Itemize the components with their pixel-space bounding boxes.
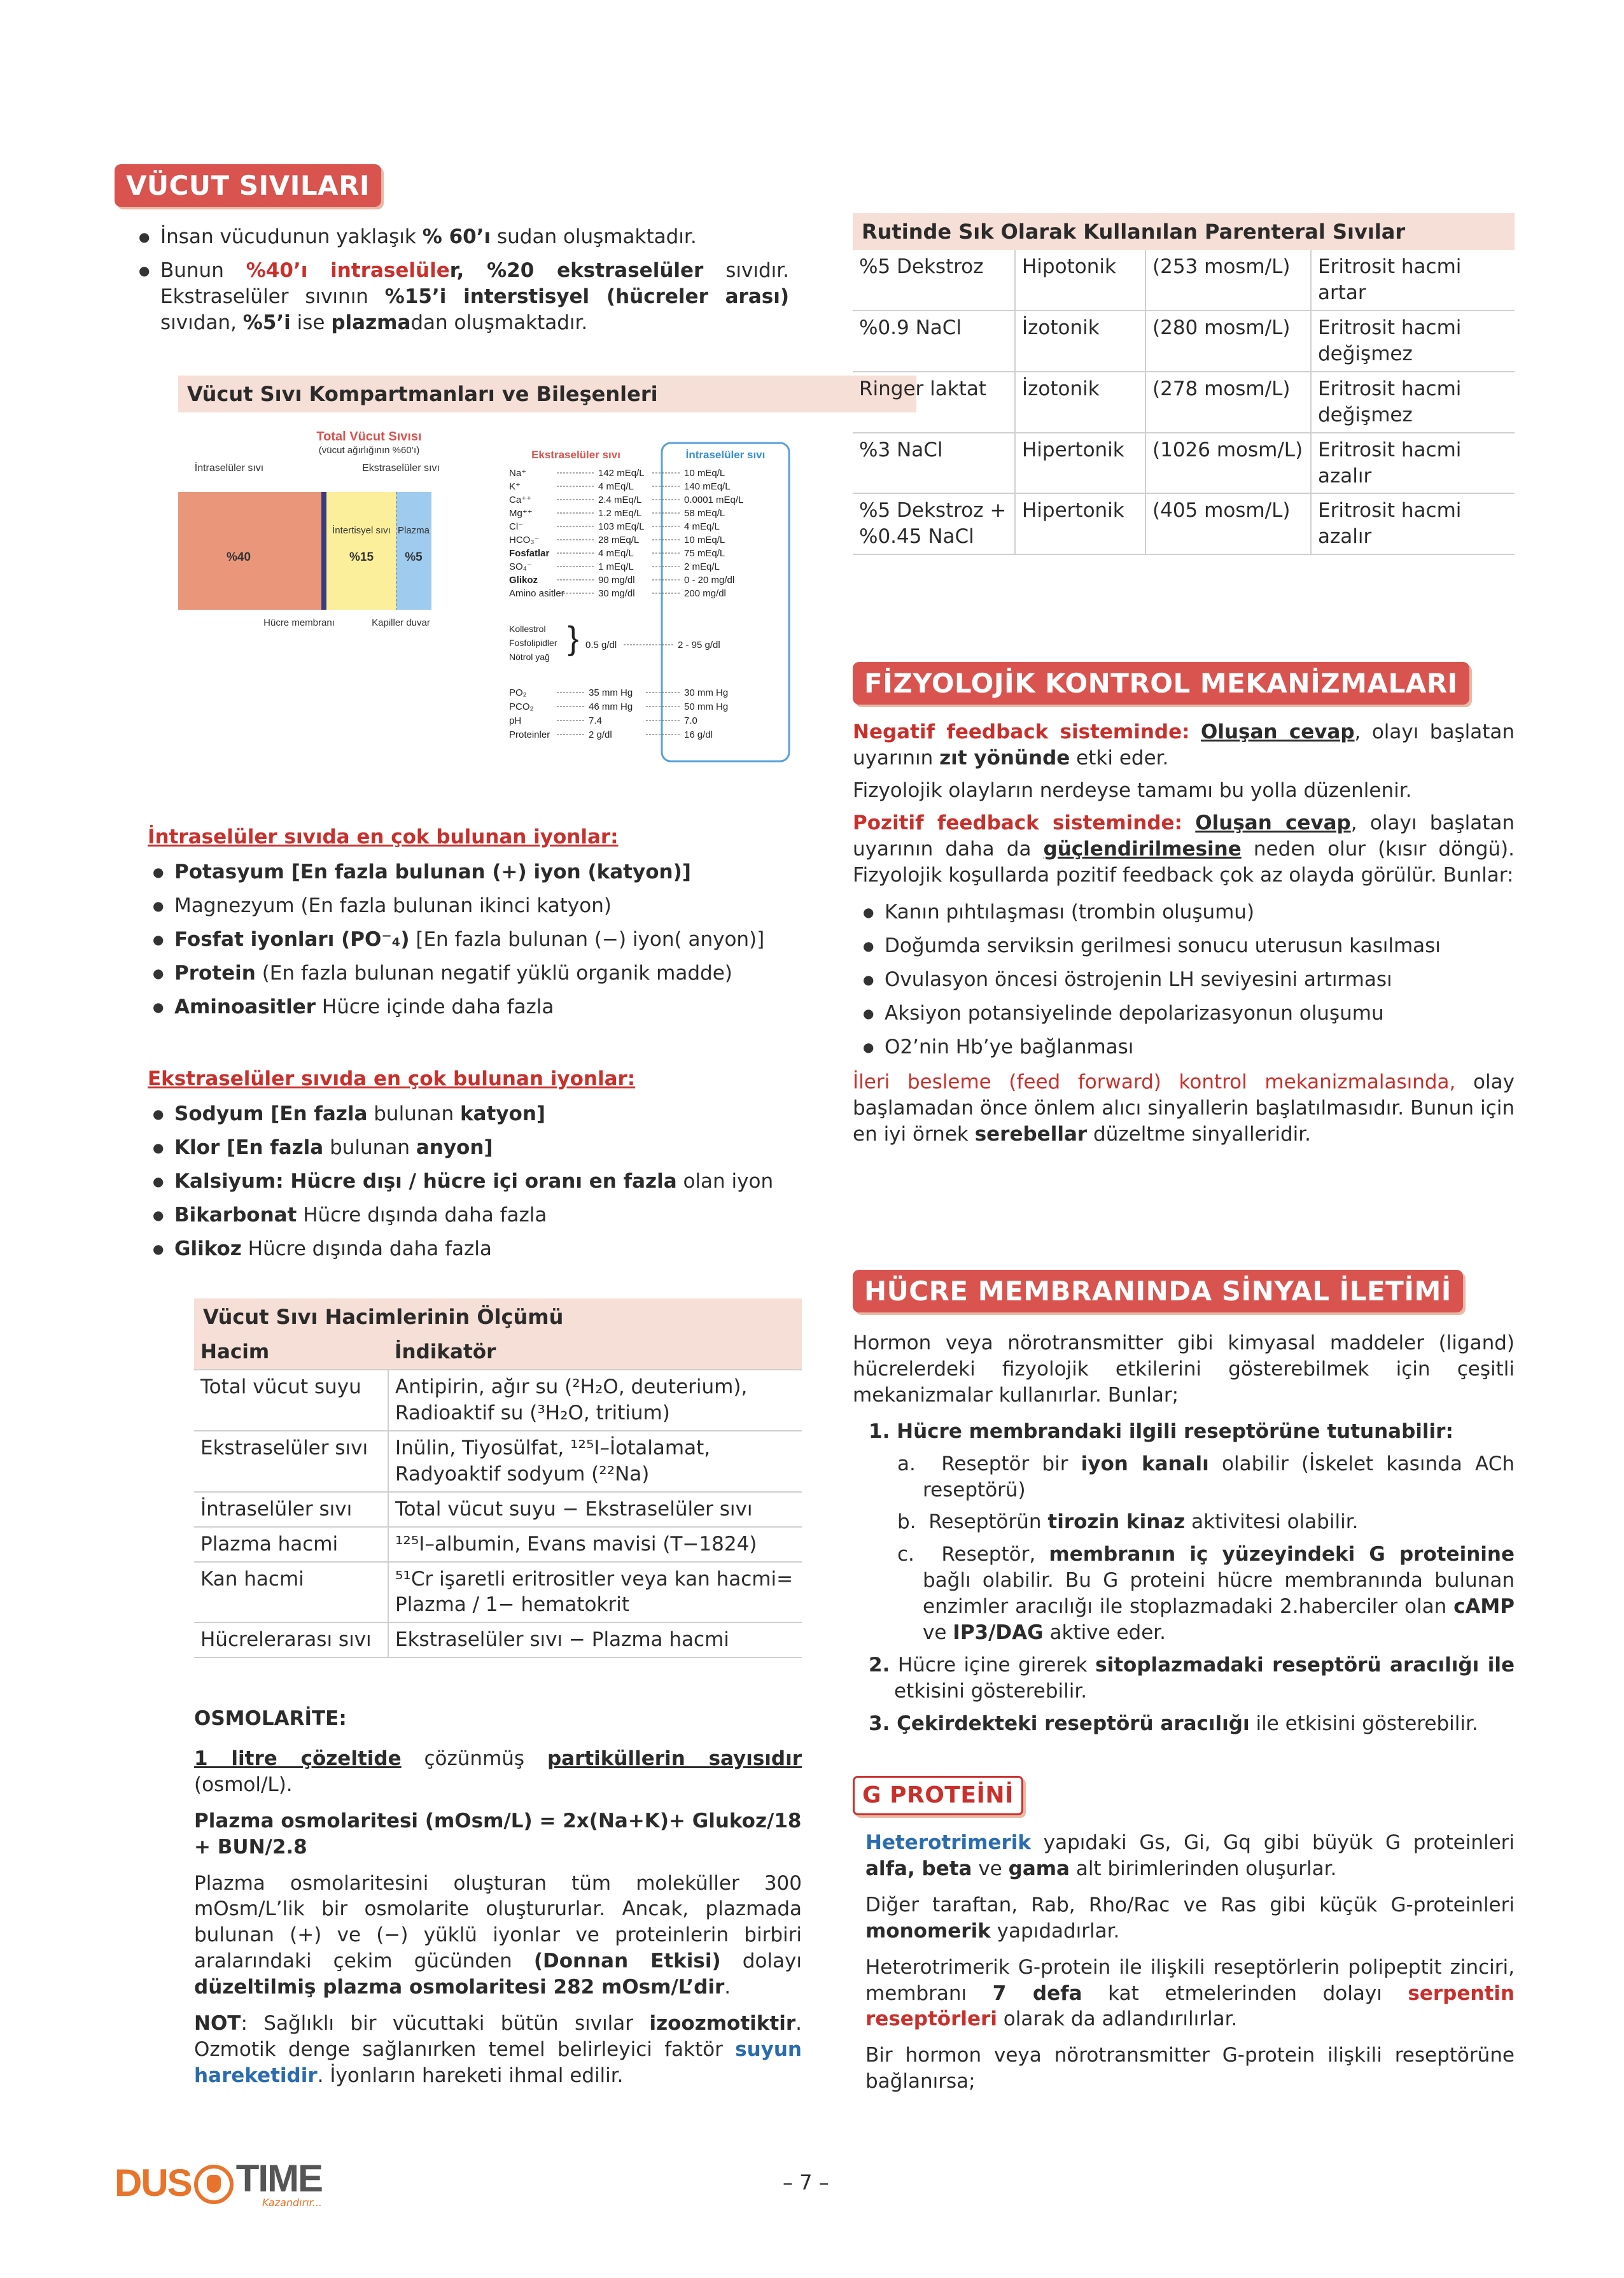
ion-extra-value: 142 mEq/L xyxy=(598,468,645,479)
interstitial-label: İntertisyel sıvı xyxy=(332,525,391,537)
g-protein-p4: Bir hormon veya nörotransmitter G-protein ilişkili reseptörüne bağlanırsa; xyxy=(865,2044,1515,2093)
list-item: ● Bunun %40’ı intraselüler, %20 ekstraselüler sıvıdır. Ekstraselüler sıvının %15’i interstisyel (hücreler arası) sıvıdan, %5’i ise plazmadan oluşmaktadır. xyxy=(134,258,789,336)
gas-intra-value: 50 mm Hg xyxy=(684,701,729,713)
percent-40: %40 xyxy=(226,551,251,565)
table-cell: (253 mosm/L) xyxy=(1145,250,1311,311)
ion-intra-value: 10 mEq/L xyxy=(684,535,725,546)
ion-intra-value: 200 mg/dl xyxy=(684,588,726,600)
table-header-row xyxy=(194,1335,802,1370)
mechanism-3: 3. Çekirdekteki reseptörü aracılığı ile etkisini gösterebilir. xyxy=(869,1712,1478,1735)
ion-name: Cl⁻ xyxy=(509,521,524,533)
ion-intra-value: 58 mEq/L xyxy=(684,508,725,519)
gas-name: PCO₂ xyxy=(509,701,534,713)
table-row xyxy=(194,1562,802,1623)
page-number: – 7 – xyxy=(783,2170,829,2195)
extra-ions-list xyxy=(148,1101,797,1262)
intra-ions-block xyxy=(148,824,797,1027)
figure-vucut-sivi xyxy=(178,376,916,769)
table-cell: Ringer laktat xyxy=(853,372,1015,433)
figure-title: Vücut Sıvı Kompartmanları ve Bileşenleri xyxy=(178,376,916,412)
feed-forward: İleri besleme (feed forward) kontrol mekanizmalasında, olay başlamadan önce önlem alıcı sinyallerin başlatılmasıdır. Bunun için en iyi örnek serebellar düzeltme sinyalleridir. xyxy=(853,1070,1515,1146)
table-cell: (280 mosm/L) xyxy=(1145,311,1311,372)
osmolarite-block xyxy=(194,1706,802,2099)
ion-intra-value: 75 mEq/L xyxy=(684,548,725,559)
list-item: ● O2’nin Hb’ye bağlanması xyxy=(858,1034,1515,1060)
cell-indikator: Inülin, Tiyosülfat, ¹²⁵I–İotalamat, Radyoaktif sodyum (²²Na) xyxy=(388,1431,802,1492)
ion-rows xyxy=(509,468,743,599)
ion-intra-value: 2 mEq/L xyxy=(684,561,720,573)
lipid-name: Nötrol yağ xyxy=(509,652,550,663)
cell-hacim: Hücrelerarası sıvı xyxy=(194,1622,388,1657)
table-row xyxy=(194,1492,802,1527)
table-cell: %3 NaCl xyxy=(853,433,1015,494)
ion-extra-value: 1.2 mEq/L xyxy=(598,508,642,519)
table-row xyxy=(853,493,1515,554)
ion-extra-value: 28 mEq/L xyxy=(598,535,640,546)
hucre-intro: Hormon veya nörotransmitter gibi kimyasal maddeler (ligand) hücrelerdeki fizyolojik etkilerini gösterebilmek için çeşitli mekanizmalar kullanırlar. Bunlar; xyxy=(853,1332,1515,1407)
g-protein-p1: Heterotrimerik yapıdaki Gs, Gi, Gq gibi büyük G proteinleri alfa, beta ve gama alt birimlerinden oluşurlar. xyxy=(865,1831,1515,1880)
total-sublabel: (vücut ağırlığının %60’ı) xyxy=(318,445,420,456)
section-heading-fizyolojik: FİZYOLOJİK KONTROL MEKANİZMALARI xyxy=(853,662,1469,705)
gas-name: PO₂ xyxy=(509,687,527,699)
feedback-note: Fizyolojik olayların nerdeyse tamamı bu yolla düzenlenir. xyxy=(853,778,1412,802)
ion-name: Glikoz xyxy=(509,575,538,586)
plasma-label: Plazma xyxy=(397,525,430,537)
percent-5: %5 xyxy=(405,551,423,565)
ion-extra-value: 30 mg/dl xyxy=(598,588,635,600)
ion-extra-value: 1 mEq/L xyxy=(598,561,634,573)
intra-column-head: İntraselüler sıvı xyxy=(685,449,766,461)
ion-extra-value: 2.4 mEq/L xyxy=(598,495,642,506)
extra-ions-heading: Ekstraselüler sıvıda en çok bulunan iyonlar: xyxy=(148,1067,636,1090)
osmolarite-definition: 1 litre çözeltide çözünmüş partiküllerin sayısıdır (osmol/L). xyxy=(194,1747,802,1796)
g-protein-p3: Heterotrimerik G-protein ile ilişkili reseptörlerin polipeptit zinciri, membranı 7 defa kat etmelerinden dolayı serpentin reseptörleri olarak da adlandırılırlar. xyxy=(865,1955,1515,2031)
hucre-block xyxy=(853,1330,1515,1747)
sub-item-c: c. Reseptör, membranın iç yüzeyindeki G proteinine bağlı olabilir. Bu G proteini hücre membranında bulunan enzimler aracılığı ile stoplazmadaki 2.haberciler olan cAMP ve IP3/DAG aktive eder. xyxy=(897,1543,1515,1645)
capillary-wall-label: Kapiller duvar xyxy=(372,617,430,629)
table-row xyxy=(853,433,1515,494)
ion-name: Na⁺ xyxy=(509,468,527,479)
ion-intra-value: 4 mEq/L xyxy=(684,521,720,533)
ion-intra-value: 10 mEq/L xyxy=(684,468,725,479)
table-cell: Eritrosit hacmi azalır xyxy=(1311,493,1515,554)
lipid-name: Fosfolipidler xyxy=(509,638,557,649)
table-row xyxy=(853,372,1515,433)
list-item: ● Protein (En fazla bulunan negatif yüklü organik madde) xyxy=(148,960,797,987)
list-item: ● Sodyum [En fazla bulunan katyon] xyxy=(148,1101,797,1127)
table-cell: Hipotonik xyxy=(1015,250,1145,311)
ion-name: Amino asitler xyxy=(509,588,564,600)
osmolarite-heading: OSMOLARİTE: xyxy=(194,1707,347,1730)
col-indikator: İndikatör xyxy=(388,1335,802,1370)
osmolarite-paragraph: Plazma osmolaritesini oluşturan tüm moleküller 300 mOsm/L’lik bir osmolarite oluştururlar. Ancak, plazmada bulunan (+) ve (−) yüklü iyonlar ve proteinlerin birbiri aralarındaki çekim gücünden (Donnan Etkisi) dolayı düzeltilmiş plazma osmolaritesi 282 mOsm/L’dir. xyxy=(194,1871,802,1999)
sub-item-b: b. Reseptörün tirozin kinaz aktivitesi olabilir. xyxy=(897,1510,1359,1534)
table-cell: İzotonik xyxy=(1015,372,1145,433)
parenteral-table xyxy=(853,250,1515,555)
lipid-brace: } xyxy=(568,620,579,657)
list-item: ● Klor [En fazla bulunan anyon] xyxy=(148,1135,797,1161)
lipid-rows xyxy=(509,620,720,662)
cell-hacim: Kan hacmi xyxy=(194,1562,388,1623)
table-row xyxy=(194,1370,802,1431)
parenteral-table-title: Rutinde Sık Olarak Kullanılan Parenteral Sıvılar xyxy=(853,213,1515,250)
table-cell: (278 mosm/L) xyxy=(1145,372,1311,433)
total-label: Total Vücut Sıvısı xyxy=(316,430,422,444)
hacim-table-block xyxy=(194,1298,802,1658)
list-item: ● Bikarbonat Hücre dışında daha fazla xyxy=(148,1202,797,1228)
mechanism-1: 1. Hücre membrandaki ilgili reseptörüne tutunabilir: xyxy=(869,1419,1453,1443)
table-cell: %5 Dekstroz + %0.45 NaCl xyxy=(853,493,1015,554)
intra-label: İntraselüler sıvı xyxy=(194,463,264,474)
list-item: ● Doğumda serviksin gerilmesi sonucu uterusun kasılması xyxy=(858,933,1515,959)
gas-extra-value: 2 g/dl xyxy=(589,729,612,741)
list-item: ● Glikoz Hücre dışında daha fazla xyxy=(148,1236,797,1262)
ion-extra-value: 103 mEq/L xyxy=(598,521,645,533)
table-cell: Hipertonik xyxy=(1015,493,1145,554)
logo-dus: DUS xyxy=(115,2162,192,2204)
logo-tagline: Kazandırır... xyxy=(262,2197,323,2209)
fizyolojik-block xyxy=(853,719,1515,1158)
lipid-name: Kollestrol xyxy=(509,624,546,635)
table-cell: Eritrosit hacmi değişmez xyxy=(1311,311,1515,372)
osmolarite-formula: Plazma osmolaritesi (mOsm/L) = 2x(Na+K)+ Glukoz/18 + BUN/2.8 xyxy=(194,1809,802,1859)
ion-name: SO₄⁻ xyxy=(509,561,532,573)
footer xyxy=(115,2158,1515,2221)
ion-intra-value: 0.0001 mEq/L xyxy=(684,495,744,506)
intra-ions-list xyxy=(148,859,797,1020)
vucut-sivilari-list xyxy=(134,224,789,344)
lipid-extra-value: 0.5 g/dl xyxy=(585,640,617,651)
table-cell: (1026 mosm/L) xyxy=(1145,433,1311,494)
gas-extra-value: 46 mm Hg xyxy=(589,701,633,713)
table-cell: Eritrosit hacmi azalır xyxy=(1311,433,1515,494)
table-cell: Eritrosit hacmi artar xyxy=(1311,250,1515,311)
section-heading-vucut-sivilari: VÜCUT SIVILARI xyxy=(115,164,381,207)
table-cell: (405 mosm/L) xyxy=(1145,493,1311,554)
gas-name: pH xyxy=(509,715,522,727)
ion-intra-value: 140 mEq/L xyxy=(684,481,731,493)
extra-column-head: Ekstraselüler sıvı xyxy=(531,449,620,461)
list-item: ● Aminoasitler Hücre içinde daha fazla xyxy=(148,994,797,1020)
sub-item-a: a. Reseptör bir iyon kanalı olabilir (İskelet kasında ACh reseptörü) xyxy=(897,1452,1515,1501)
table-cell: İzotonik xyxy=(1015,311,1145,372)
ion-name: K⁺ xyxy=(509,481,521,493)
compartment-diagram xyxy=(178,412,916,769)
cell-hacim: Total vücut suyu xyxy=(194,1370,388,1431)
cell-indikator: Antipirin, ağır su (²H₂O, deuterium), Radioaktif su (³H₂O, tritium) xyxy=(388,1370,802,1431)
table-row xyxy=(194,1431,802,1492)
cell-hacim: İntraselüler sıvı xyxy=(194,1492,388,1527)
list-item: ● Ovulasyon öncesi östrojenin LH seviyesini artırması xyxy=(858,967,1515,993)
g-protein-block xyxy=(865,1830,1515,2105)
ion-name: Mg⁺⁺ xyxy=(509,508,533,519)
logo-time: TIME xyxy=(235,2157,323,2200)
intra-ions-heading: İntraselüler sıvıda en çok bulunan iyonlar: xyxy=(148,826,619,848)
cell-hacim: Plazma hacmi xyxy=(194,1527,388,1562)
osmolarite-note: NOT: Sağlıklı bir vücuttaki bütün sıvılar izoozmotiktir. Ozmotik denge sağlanırken temel belirleyici faktör suyun hareketidir. İyonların hareketi ihmal edilir. xyxy=(194,2012,802,2087)
table-cell: %0.9 NaCl xyxy=(853,311,1015,372)
table-row xyxy=(853,250,1515,311)
mechanism-1-sublist xyxy=(897,1451,1515,1646)
ion-name: HCO₃⁻ xyxy=(509,535,540,546)
gas-intra-value: 7.0 xyxy=(684,715,697,727)
table-cell: Hipertonik xyxy=(1015,433,1145,494)
list-item: ● Potasyum [En fazla bulunan (+) iyon (katyon)] xyxy=(148,859,797,885)
g-protein-p2: Diğer taraftan, Rab, Rho/Rac ve Ras gibi küçük G-proteinleri monomerik yapıdadırlar. xyxy=(865,1893,1515,1943)
extra-label: Ekstraselüler sıvı xyxy=(362,463,440,474)
hacim-table xyxy=(194,1335,802,1658)
cell-indikator: ⁵¹Cr işaretli eritrositler veya kan hacmi= Plazma / 1− hematokrit xyxy=(388,1562,802,1623)
positive-feedback-list xyxy=(858,899,1515,1060)
list-item: ● Magnezyum (En fazla bulunan ikinci katyon) xyxy=(148,893,797,919)
ion-intra-value: 0 - 20 mg/dl xyxy=(684,575,735,586)
tooth-icon xyxy=(194,2165,234,2204)
gas-extra-value: 7.4 xyxy=(589,715,602,727)
dustime-logo xyxy=(115,2158,322,2208)
cell-hacim: Ekstraselüler sıvı xyxy=(194,1431,388,1492)
lipid-intra-value: 2 - 95 g/dl xyxy=(678,640,720,651)
gas-intra-value: 16 g/dl xyxy=(684,729,713,741)
list-item: ● Aksiyon potansiyelinde depolarizasyonun oluşumu xyxy=(858,1001,1515,1027)
table-cell: %5 Dekstroz xyxy=(853,250,1015,311)
ion-name: Fosfatlar xyxy=(509,548,550,559)
gas-name: Proteinler xyxy=(509,729,550,741)
table-row xyxy=(194,1527,802,1562)
section-heading-g-protein: G PROTEİNİ xyxy=(853,1776,1023,1815)
cell-membrane-label: Hücre membranı xyxy=(263,617,335,629)
ion-extra-value: 4 mEq/L xyxy=(598,481,634,493)
list-item: ● Fosfat iyonları (PO⁻₄) [En fazla bulunan (−) iyon( anyon)] xyxy=(148,927,797,953)
hacim-table-title: Vücut Sıvı Hacimlerinin Ölçümü xyxy=(194,1298,802,1335)
positive-feedback: Pozitif feedback sisteminde: Oluşan cevap, olayı başlatan uyarının daha da güçlendirilmesine neden olur (kısır döngü). Fizyolojik koşullarda pozitif feedback çok az olayda görülür. Bunlar: xyxy=(853,811,1515,887)
gas-intra-value: 30 mm Hg xyxy=(684,687,729,699)
table-row xyxy=(194,1622,802,1657)
ion-extra-value: 4 mEq/L xyxy=(598,548,634,559)
section-heading-hucre-membran: HÜCRE MEMBRANINDA SİNYAL İLETİMİ xyxy=(853,1270,1463,1312)
extra-ions-block xyxy=(148,1066,797,1269)
mechanism-2: 2. Hücre içine girerek sitoplazmadaki reseptörü aracılığı ile etkisini gösterebilir. xyxy=(869,1653,1515,1703)
list-item: ● Kalsiyum: Hücre dışı / hücre içi oranı en fazla olan iyon xyxy=(148,1169,797,1195)
cell-membrane-bar xyxy=(321,492,326,610)
list-item: ● İnsan vücudunun yaklaşık % 60’ı sudan oluşmaktadır. xyxy=(134,224,789,250)
table-row xyxy=(853,311,1515,372)
parenteral-table-block xyxy=(853,213,1515,555)
gas-extra-value: 35 mm Hg xyxy=(589,687,633,699)
percent-15: %15 xyxy=(349,551,374,565)
negative-feedback: Negatif feedback sisteminde: Oluşan cevap, olayı başlatan uyarının zıt yönünde etki eder. xyxy=(853,721,1515,770)
list-item: ● Kanın pıhtılaşması (trombin oluşumu) xyxy=(858,899,1515,925)
table-cell: Eritrosit hacmi değişmez xyxy=(1311,372,1515,433)
cell-indikator: ¹²⁵I–albumin, Evans mavisi (T−1824) xyxy=(388,1527,802,1562)
ion-extra-value: 90 mg/dl xyxy=(598,575,635,586)
cell-indikator: Total vücut suyu − Ekstraselüler sıvı xyxy=(388,1492,802,1527)
cell-indikator: Ekstraselüler sıvı − Plazma hacmi xyxy=(388,1622,802,1657)
ion-name: Ca⁺⁺ xyxy=(509,495,532,506)
gas-rows xyxy=(509,687,728,740)
col-hacim: Hacim xyxy=(194,1335,388,1370)
